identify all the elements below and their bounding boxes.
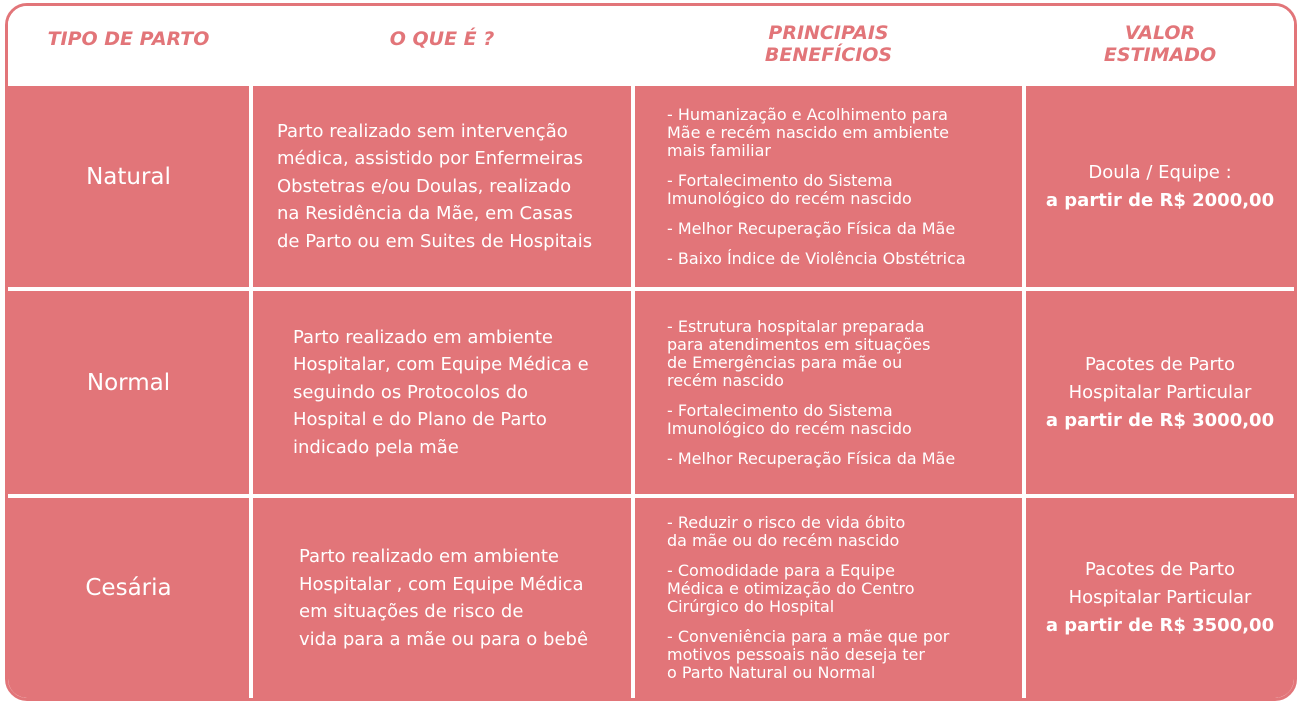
valor-line: Hospitalar Particular [1068, 587, 1252, 608]
descricao-line: indicado pela mãe [293, 436, 459, 458]
descricao-line: Hospital e do Plano de Parto [293, 409, 547, 431]
descricao-line: Hospitalar, com Equipe Médica e [293, 354, 589, 376]
beneficio-line: recém nascido [667, 370, 784, 390]
beneficio-line: Imunológico do recém nascido [667, 188, 912, 208]
row-natural-descricao [253, 86, 631, 287]
row-natural-tipo [8, 86, 249, 287]
beneficio-line: Cirúrgico do Hospital [667, 597, 835, 616]
row-normal-valor [1026, 291, 1294, 494]
beneficio-line: Imunológico do recém nascido [667, 418, 912, 438]
valor-price: a partir de R$ 3500,00 [1045, 615, 1275, 636]
descricao-line: Parto realizado sem intervenção [277, 120, 568, 142]
header-tipo-label: TIPO DE PARTO [47, 28, 210, 50]
beneficio-item [667, 402, 1022, 438]
beneficio-line: - Comodidade para a Equipe [667, 561, 896, 580]
valor-price: a partir de R$ 2000,00 [1045, 189, 1275, 211]
row-cesaria-tipo [8, 498, 249, 698]
beneficio-line: mais familiar [667, 140, 771, 160]
descricao-line: vida para a mãe ou para o bebê [299, 628, 589, 650]
descricao-line: em situações de risco de [299, 601, 524, 622]
beneficio-item [667, 628, 1022, 682]
descricao-line: de Parto ou em Suites de Hospitais [277, 230, 593, 252]
beneficio-item [667, 106, 1022, 160]
beneficio-item [667, 318, 1022, 390]
beneficio-item [667, 250, 1022, 268]
descricao-line: Hospitalar , com Equipe Médica [299, 573, 584, 595]
descricao-line: na Residência da Mãe, em Casas [277, 203, 573, 225]
beneficio-line: para atendimentos em situações [667, 334, 931, 354]
beneficio-line: o Parto Natural ou Normal [667, 663, 876, 682]
beneficio-line: - Reduzir o risco de vida óbito [667, 513, 906, 532]
descricao-line: Obstetras e/ou Doulas, realizado [277, 175, 572, 197]
row-cesaria-beneficios [635, 498, 1022, 698]
beneficio-item [667, 562, 1022, 616]
header-beneficios [635, 6, 1022, 82]
beneficio-line: - Conveniência para a mãe que por [667, 627, 950, 646]
header-valor-line: ESTIMADO [1103, 44, 1217, 66]
beneficio-line: - Baixo Índice de Violência Obstétrica [667, 248, 966, 268]
tipo-label: Natural [86, 163, 171, 190]
row-natural-valor [1026, 86, 1294, 287]
valor-line: Hospitalar Particular [1068, 381, 1252, 403]
table-grid [8, 6, 1294, 698]
header-oque-label: O QUE É ? [389, 28, 495, 50]
beneficio-line: - Estrutura hospitalar preparada [667, 316, 925, 336]
tipo-label: Cesária [85, 575, 172, 601]
beneficio-line: - Melhor Recuperação Física da Mãe [667, 448, 956, 468]
beneficio-item [667, 450, 1022, 468]
beneficio-line: - Humanização e Acolhimento para [667, 104, 948, 124]
comparison-table [5, 3, 1297, 701]
beneficio-line: da mãe ou do recém nascido [667, 531, 900, 550]
valor-line: Pacotes de Parto [1085, 559, 1235, 580]
row-cesaria-valor [1026, 498, 1294, 698]
descricao-line: médica, assistido por Enfermeiras [277, 148, 584, 170]
header-beneficios-line: BENEFÍCIOS [764, 44, 893, 66]
row-normal-beneficios [635, 291, 1022, 494]
header-valor [1026, 6, 1294, 82]
descricao-line: seguindo os Protocolos do [293, 381, 529, 403]
header-oque [253, 6, 631, 82]
valor-line: Doula / Equipe : [1088, 161, 1232, 183]
beneficio-line: Médica e otimização do Centro [667, 579, 915, 598]
descricao-line: Parto realizado em ambiente [293, 326, 553, 348]
header-beneficios-line: PRINCIPAIS [768, 22, 889, 44]
beneficio-line: motivos pessoais não deseja ter [667, 645, 925, 664]
beneficio-line: - Melhor Recuperação Física da Mãe [667, 218, 956, 238]
row-normal-tipo [8, 291, 249, 494]
valor-line: Pacotes de Parto [1085, 353, 1235, 375]
beneficio-item [667, 220, 1022, 238]
tipo-label: Normal [86, 369, 171, 396]
beneficio-line: - Fortalecimento do Sistema [667, 400, 893, 420]
row-cesaria-descricao [253, 498, 631, 698]
row-natural-beneficios [635, 86, 1022, 287]
beneficio-line: de Emergências para mãe ou [667, 352, 903, 372]
descricao-line: Parto realizado em ambiente [299, 546, 559, 567]
header-valor-line: VALOR [1124, 22, 1196, 44]
beneficio-item [667, 172, 1022, 208]
beneficio-line: - Fortalecimento do Sistema [667, 170, 893, 190]
beneficio-item [667, 514, 1022, 550]
header-tipo [8, 6, 249, 82]
beneficio-line: Mãe e recém nascido em ambiente [667, 122, 950, 142]
valor-price: a partir de R$ 3000,00 [1045, 409, 1275, 431]
row-normal-descricao [253, 291, 631, 494]
